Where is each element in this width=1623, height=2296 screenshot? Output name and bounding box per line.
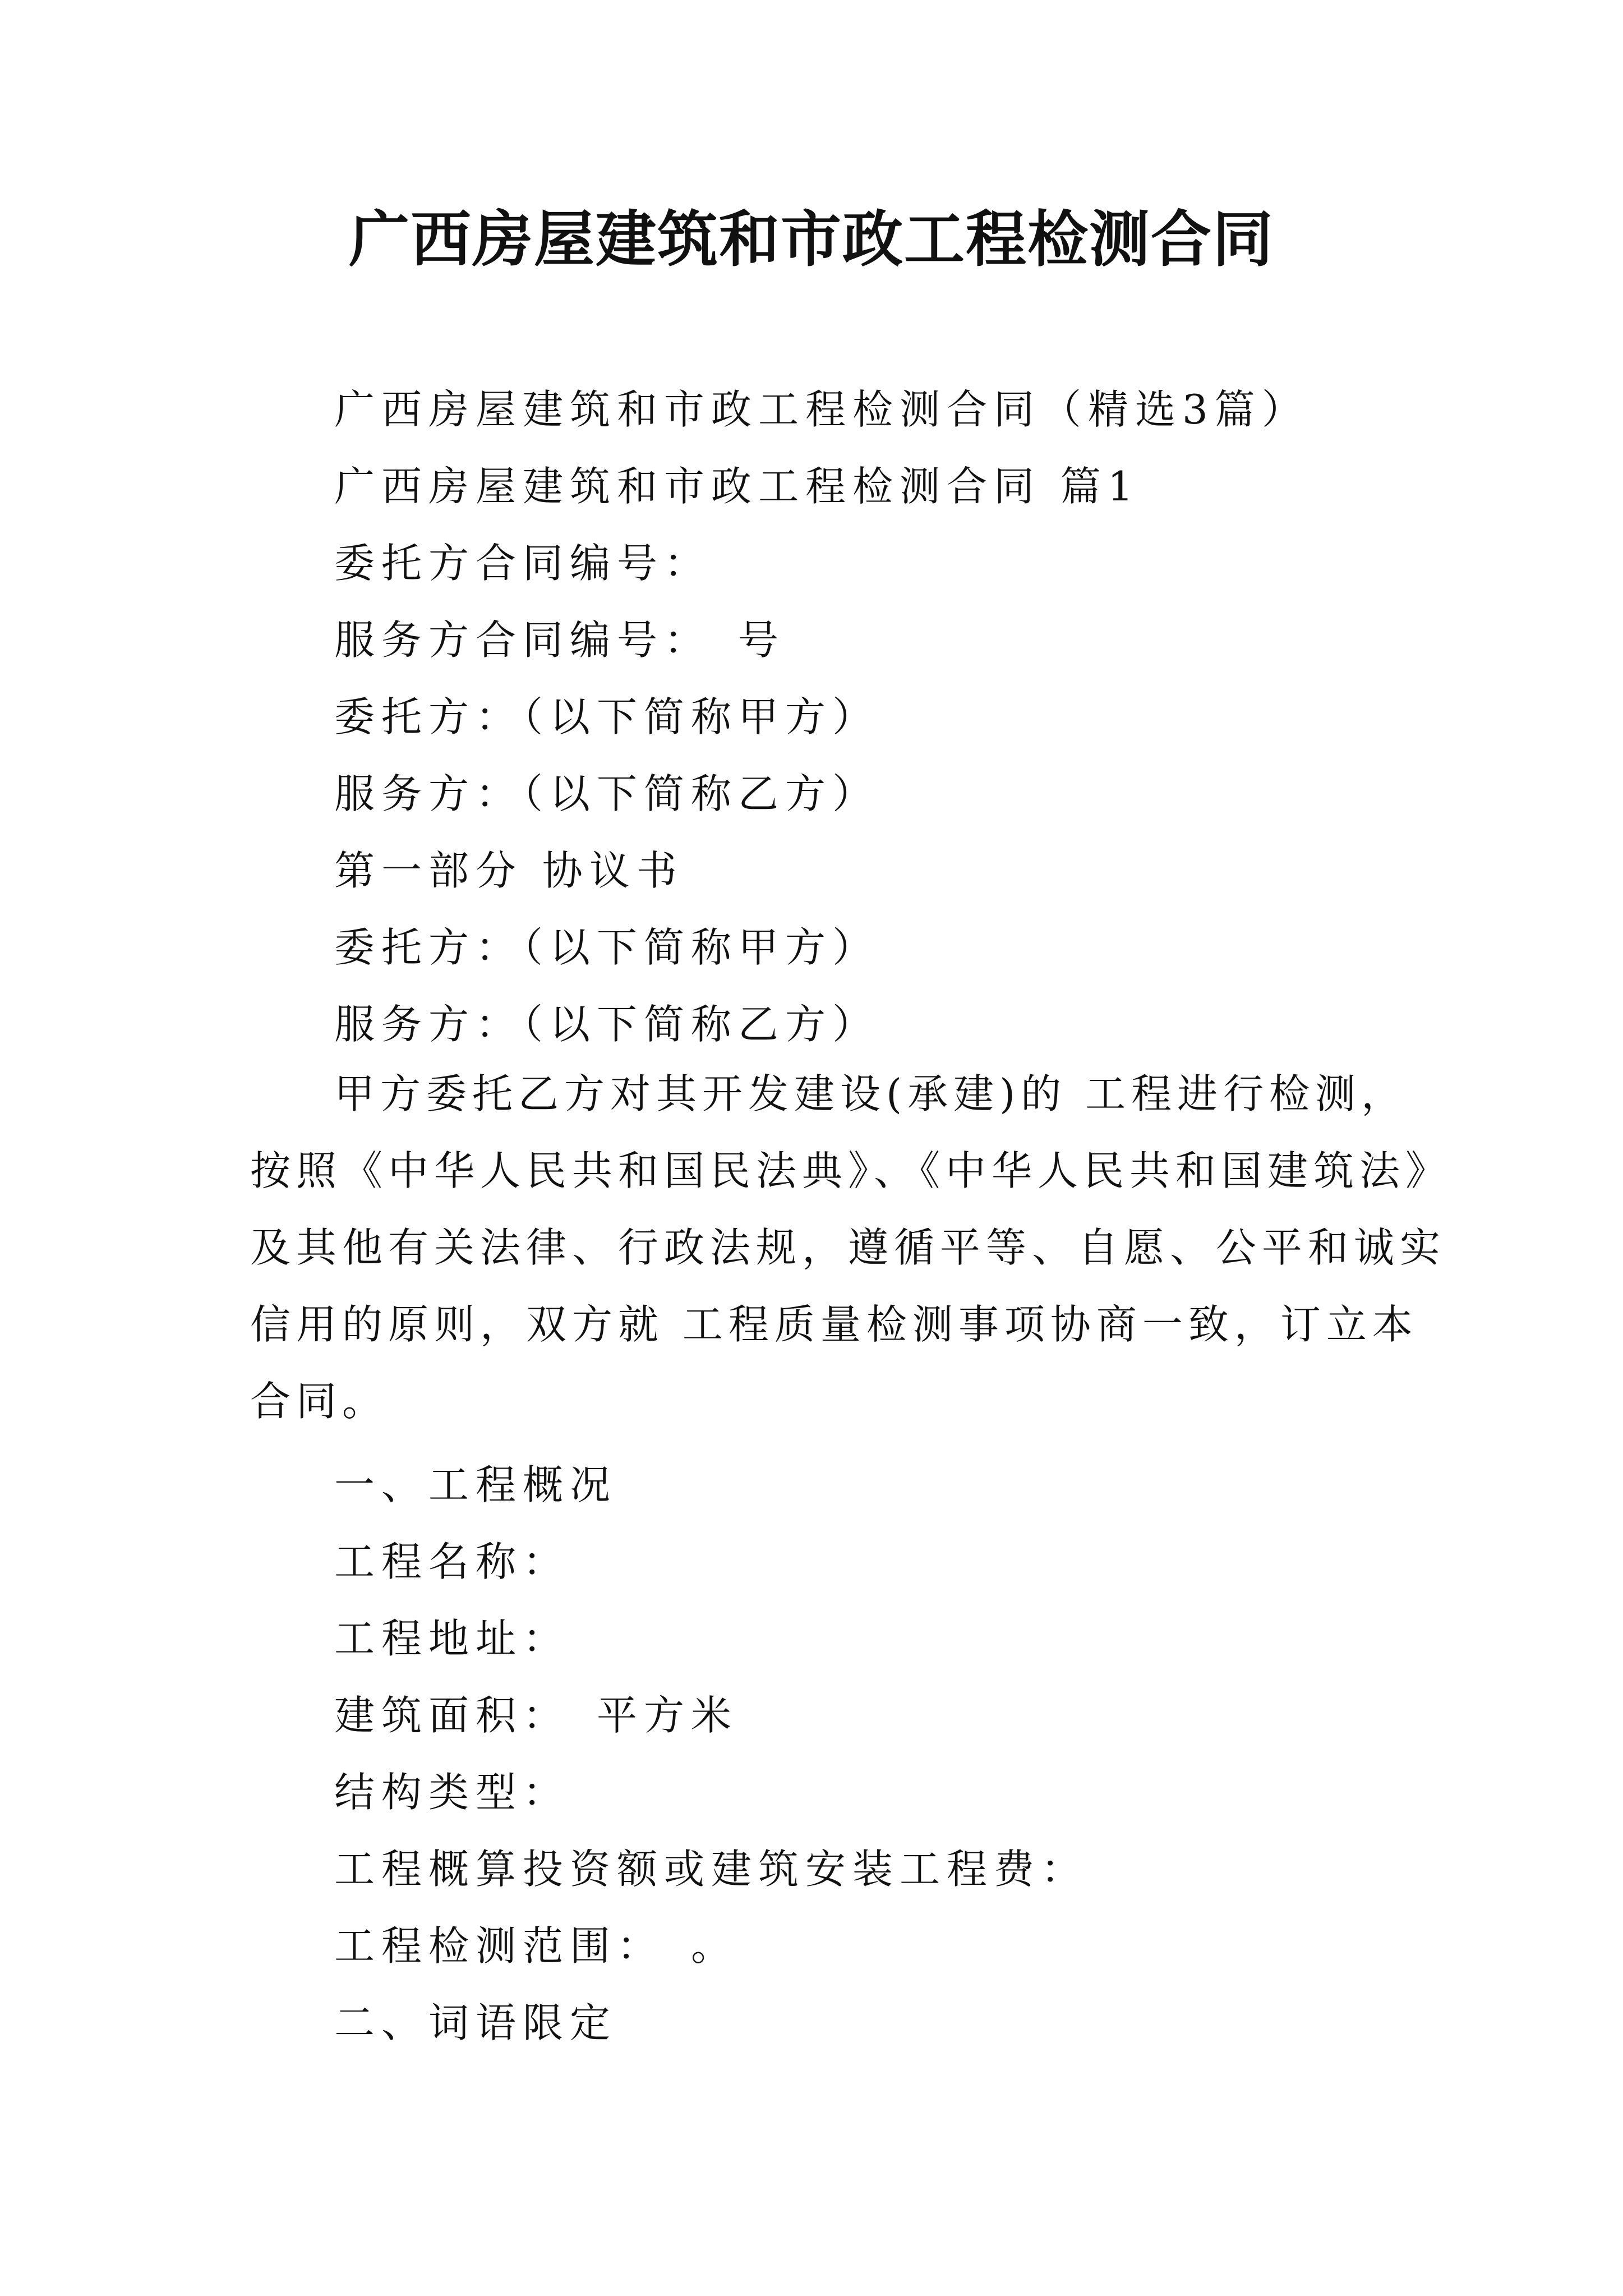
project-name-line: 工程名称：: [334, 1538, 570, 1585]
paragraph-line: 及其他有关法律、行政法规，遵循平等、自愿、公平和诚实: [250, 1224, 1446, 1271]
section-one-heading: 一、工程概况: [334, 1461, 617, 1508]
client-party-line: 委托方：（以下简称甲方）: [334, 693, 880, 740]
client-contract-number-line: 委托方合同编号：: [334, 540, 712, 587]
paragraph-line: 信用的原则，双方就 工程质量检测事项协商一致，订立本: [250, 1301, 1418, 1348]
paragraph-line: 合同。: [250, 1378, 389, 1425]
section-heading-line: 广西房屋建筑和市政工程检测合同 篇1: [334, 463, 1140, 510]
subtitle-line: 广西房屋建筑和市政工程检测合同（精选3篇）: [334, 386, 1309, 433]
investment-amount-line: 工程概算投资额或建筑安装工程费：: [334, 1846, 1089, 1893]
inspection-scope-line: 工程检测范围： 。: [334, 1922, 739, 1970]
agreement-paragraph: [250, 1056, 1452, 1440]
structure-type-line: 结构类型：: [334, 1769, 570, 1816]
building-area-line: 建筑面积： 平方米: [334, 1692, 739, 1739]
client-party-line-2: 委托方：（以下简称甲方）: [334, 924, 880, 971]
paragraph-line: 甲方委托乙方对其开发建设(承建)的 工程进行检测，: [334, 1070, 1408, 1117]
provider-party-line: 服务方：（以下简称乙方）: [334, 770, 880, 817]
document-title: 广西房屋建筑和市政工程检测合同: [348, 204, 1274, 275]
part-one-heading: 第一部分 协议书: [334, 847, 684, 894]
provider-party-line-2: 服务方：（以下简称乙方）: [334, 1001, 880, 1048]
project-address-line: 工程地址：: [334, 1615, 570, 1662]
paragraph-line: 按照《中华人民共和国民法典》、《中华人民共和国建筑法》: [250, 1147, 1452, 1194]
provider-contract-number-line: 服务方合同编号： 号: [334, 616, 786, 664]
section-two-heading: 二、词语限定: [334, 1999, 617, 2046]
